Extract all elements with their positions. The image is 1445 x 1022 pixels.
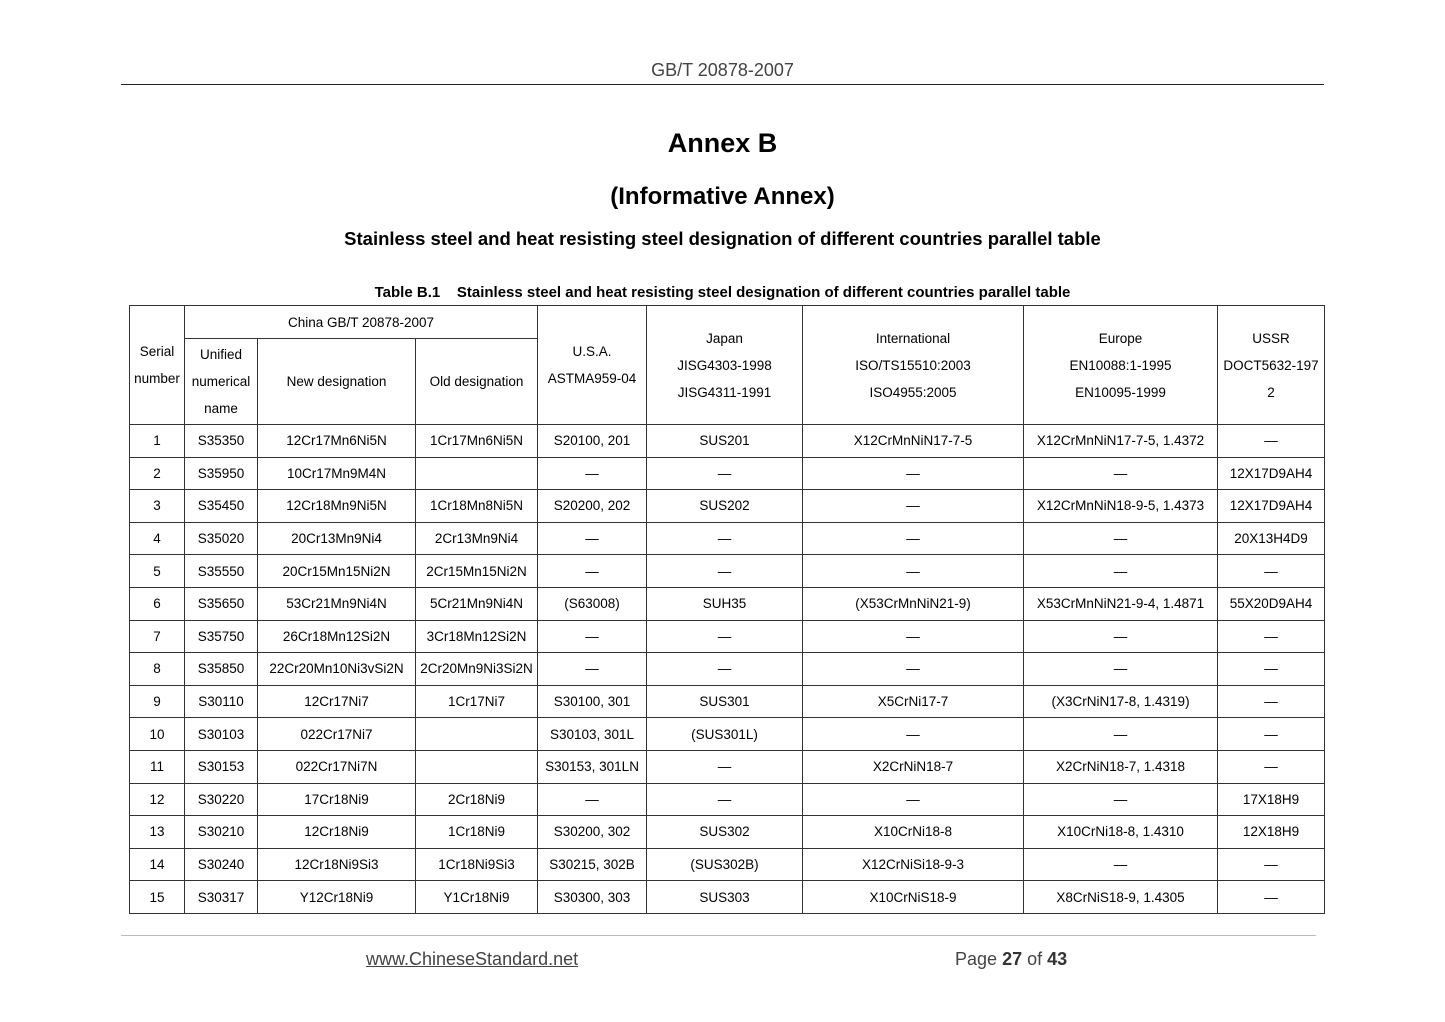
cell-new-designation: Y12Cr18Ni9 [258, 881, 416, 914]
cell-unified-numerical-name: S30210 [185, 816, 258, 849]
header-unified-numerical-name: Unified numerical name [185, 339, 258, 425]
cell-europe: X12CrMnNiN17-7-5, 1.4372 [1024, 425, 1218, 458]
cell-europe: — [1024, 653, 1218, 686]
cell-old-designation [416, 457, 538, 490]
table-row [130, 620, 1325, 653]
cell-new-designation: 26Cr18Mn12Si2N [258, 620, 416, 653]
cell-new-designation: 022Cr17Ni7 [258, 718, 416, 751]
document-code-header: GB/T 20878-2007 [651, 60, 794, 80]
cell-serial-number: 1 [130, 425, 185, 458]
cell-japan: — [647, 522, 803, 555]
cell-usa: S20200, 202 [538, 490, 647, 523]
cell-usa: S30103, 301L [538, 718, 647, 751]
cell-unified-numerical-name: S35020 [185, 522, 258, 555]
table-row [130, 457, 1325, 490]
cell-international: — [803, 457, 1024, 490]
cell-usa: — [538, 653, 647, 686]
cell-europe: — [1024, 848, 1218, 881]
cell-international: — [803, 490, 1024, 523]
cell-serial-number: 4 [130, 522, 185, 555]
cell-international: X12CrMnNiN17-7-5 [803, 425, 1024, 458]
cell-international: — [803, 555, 1024, 588]
header-divider [121, 84, 1324, 85]
cell-europe: — [1024, 718, 1218, 751]
table-row [130, 750, 1325, 783]
table-row [130, 685, 1325, 718]
cell-japan: SUS303 [647, 881, 803, 914]
table-row [130, 425, 1325, 458]
table-body [130, 425, 1325, 914]
cell-old-designation: 2Cr13Mn9Ni4 [416, 522, 538, 555]
cell-old-designation: 1Cr17Mn6Ni5N [416, 425, 538, 458]
cell-usa: S30100, 301 [538, 685, 647, 718]
cell-serial-number: 8 [130, 653, 185, 686]
cell-new-designation: 12Cr17Ni7 [258, 685, 416, 718]
cell-japan: — [647, 620, 803, 653]
table-row [130, 522, 1325, 555]
cell-usa: — [538, 555, 647, 588]
cell-old-designation: 2Cr15Mn15Ni2N [416, 555, 538, 588]
cell-new-designation: 20Cr15Mn15Ni2N [258, 555, 416, 588]
cell-serial-number: 9 [130, 685, 185, 718]
cell-usa: — [538, 457, 647, 490]
cell-unified-numerical-name: S35750 [185, 620, 258, 653]
cell-ussr: — [1218, 881, 1325, 914]
cell-ussr: 12X17D9AH4 [1218, 457, 1325, 490]
header-japan: Japan JISG4303-1998 JISG4311-1991 [647, 306, 803, 425]
cell-usa: — [538, 783, 647, 816]
cell-unified-numerical-name: S30220 [185, 783, 258, 816]
cell-international: — [803, 653, 1024, 686]
annex-type: (Informative Annex) [610, 183, 835, 210]
cell-international: — [803, 522, 1024, 555]
cell-europe: — [1024, 555, 1218, 588]
cell-old-designation: Y1Cr18Ni9 [416, 881, 538, 914]
cell-unified-numerical-name: S35550 [185, 555, 258, 588]
cell-ussr: 17X18H9 [1218, 783, 1325, 816]
cell-serial-number: 14 [130, 848, 185, 881]
cell-international: — [803, 620, 1024, 653]
table-row [130, 555, 1325, 588]
cell-old-designation: 1Cr18Ni9 [416, 816, 538, 849]
cell-ussr: — [1218, 425, 1325, 458]
cell-usa: (S63008) [538, 587, 647, 620]
cell-japan: — [647, 555, 803, 588]
cell-international: — [803, 783, 1024, 816]
cell-japan: SUS202 [647, 490, 803, 523]
cell-international: X2CrNiN18-7 [803, 750, 1024, 783]
cell-europe: — [1024, 457, 1218, 490]
cell-serial-number: 11 [130, 750, 185, 783]
cell-usa: — [538, 620, 647, 653]
table-row [130, 816, 1325, 849]
cell-old-designation: 3Cr18Mn12Si2N [416, 620, 538, 653]
header-serial-number: Serial number [130, 306, 185, 425]
header-international: International ISO/TS15510:2003 ISO4955:2005 [803, 306, 1024, 425]
cell-ussr: 12X18H9 [1218, 816, 1325, 849]
cell-europe: X8CrNiS18-9, 1.4305 [1024, 881, 1218, 914]
cell-usa: S30215, 302B [538, 848, 647, 881]
cell-international: X10CrNiS18-9 [803, 881, 1024, 914]
cell-new-designation: 022Cr17Ni7N [258, 750, 416, 783]
cell-new-designation: 12Cr18Ni9Si3 [258, 848, 416, 881]
cell-europe: X53CrMnNiN21-9-4, 1.4871 [1024, 587, 1218, 620]
cell-old-designation: 2Cr20Mn9Ni3Si2N [416, 653, 538, 686]
cell-serial-number: 2 [130, 457, 185, 490]
cell-europe: — [1024, 620, 1218, 653]
cell-new-designation: 20Cr13Mn9Ni4 [258, 522, 416, 555]
cell-japan: SUS201 [647, 425, 803, 458]
table-row [130, 653, 1325, 686]
cell-ussr: — [1218, 718, 1325, 751]
cell-ussr: — [1218, 653, 1325, 686]
cell-unified-numerical-name: S30103 [185, 718, 258, 751]
cell-usa: — [538, 522, 647, 555]
table-row [130, 490, 1325, 523]
cell-japan: — [647, 750, 803, 783]
cell-serial-number: 10 [130, 718, 185, 751]
header-old-designation: Old designation [416, 339, 538, 425]
cell-international: X5CrNi17-7 [803, 685, 1024, 718]
table-row [130, 881, 1325, 914]
cell-old-designation: 1Cr18Ni9Si3 [416, 848, 538, 881]
cell-ussr: — [1218, 750, 1325, 783]
table-row [130, 848, 1325, 881]
cell-unified-numerical-name: S35650 [185, 587, 258, 620]
cell-serial-number: 12 [130, 783, 185, 816]
cell-serial-number: 7 [130, 620, 185, 653]
header-ussr: USSR DOCT5632-197 2 [1218, 306, 1325, 425]
cell-old-designation: 5Cr21Mn9Ni4N [416, 587, 538, 620]
cell-ussr: 55X20D9AH4 [1218, 587, 1325, 620]
footer-divider [121, 935, 1316, 936]
steel-designation-table [129, 305, 1325, 914]
cell-serial-number: 6 [130, 587, 185, 620]
table-caption: Table B.1 Stainless steel and heat resisting steel designation of different countries parallel table [374, 284, 1071, 301]
cell-old-designation: 2Cr18Ni9 [416, 783, 538, 816]
header-usa: U.S.A. ASTMA959-04 [538, 306, 647, 425]
cell-unified-numerical-name: S30153 [185, 750, 258, 783]
cell-new-designation: 10Cr17Mn9M4N [258, 457, 416, 490]
page-total: 43 [1047, 949, 1068, 969]
cell-international: (X53CrMnNiN21-9) [803, 587, 1024, 620]
cell-europe: — [1024, 522, 1218, 555]
cell-japan: (SUS301L) [647, 718, 803, 751]
cell-new-designation: 12Cr18Ni9 [258, 816, 416, 849]
annex-heading: Stainless steel and heat resisting steel designation of different countries parallel table [344, 228, 1101, 249]
cell-ussr: 20X13H4D9 [1218, 522, 1325, 555]
cell-serial-number: 15 [130, 881, 185, 914]
table-row [130, 718, 1325, 751]
cell-europe: — [1024, 783, 1218, 816]
cell-japan: SUS302 [647, 816, 803, 849]
cell-ussr: — [1218, 848, 1325, 881]
cell-old-designation: 1Cr18Mn8Ni5N [416, 490, 538, 523]
cell-europe: X10CrNi18-8, 1.4310 [1024, 816, 1218, 849]
cell-old-designation: 1Cr17Ni7 [416, 685, 538, 718]
cell-europe: X12CrMnNiN18-9-5, 1.4373 [1024, 490, 1218, 523]
cell-usa: S30300, 303 [538, 881, 647, 914]
cell-new-designation: 12Cr17Mn6Ni5N [258, 425, 416, 458]
cell-unified-numerical-name: S30110 [185, 685, 258, 718]
cell-unified-numerical-name: S30317 [185, 881, 258, 914]
website-link[interactable]: www.ChineseStandard.net [366, 949, 579, 969]
cell-new-designation: 17Cr18Ni9 [258, 783, 416, 816]
cell-japan: — [647, 783, 803, 816]
cell-europe: (X3CrNiN17-8, 1.4319) [1024, 685, 1218, 718]
cell-old-designation [416, 718, 538, 751]
cell-serial-number: 13 [130, 816, 185, 849]
annex-title: Annex B [667, 128, 778, 158]
cell-japan: — [647, 653, 803, 686]
cell-new-designation: 53Cr21Mn9Ni4N [258, 587, 416, 620]
header-china-group: China GB/T 20878-2007 [185, 306, 538, 339]
cell-japan: (SUS302B) [647, 848, 803, 881]
cell-old-designation [416, 750, 538, 783]
cell-ussr: 12X17D9AH4 [1218, 490, 1325, 523]
cell-unified-numerical-name: S35950 [185, 457, 258, 490]
cell-new-designation: 22Cr20Mn10Ni3vSi2N [258, 653, 416, 686]
header-europe: Europe EN10088:1-1995 EN10095-1999 [1024, 306, 1218, 425]
cell-europe: X2CrNiN18-7, 1.4318 [1024, 750, 1218, 783]
cell-usa: S20100, 201 [538, 425, 647, 458]
cell-ussr: — [1218, 555, 1325, 588]
cell-international: — [803, 718, 1024, 751]
cell-serial-number: 5 [130, 555, 185, 588]
cell-unified-numerical-name: S35450 [185, 490, 258, 523]
table-row [130, 783, 1325, 816]
page-label: Page [955, 949, 998, 969]
cell-unified-numerical-name: S35850 [185, 653, 258, 686]
page-current: 27 [1002, 949, 1023, 969]
cell-usa: S30200, 302 [538, 816, 647, 849]
cell-unified-numerical-name: S35350 [185, 425, 258, 458]
cell-ussr: — [1218, 620, 1325, 653]
cell-japan: SUS301 [647, 685, 803, 718]
cell-usa: S30153, 301LN [538, 750, 647, 783]
cell-new-designation: 12Cr18Mn9Ni5N [258, 490, 416, 523]
cell-international: X12CrNiSi18-9-3 [803, 848, 1024, 881]
cell-ussr: — [1218, 685, 1325, 718]
cell-unified-numerical-name: S30240 [185, 848, 258, 881]
cell-japan: — [647, 457, 803, 490]
cell-serial-number: 3 [130, 490, 185, 523]
cell-international: X10CrNi18-8 [803, 816, 1024, 849]
page-of: of [1027, 949, 1043, 969]
cell-japan: SUH35 [647, 587, 803, 620]
page-indicator [955, 949, 1067, 970]
table-row [130, 587, 1325, 620]
header-new-designation: New designation [258, 339, 416, 425]
